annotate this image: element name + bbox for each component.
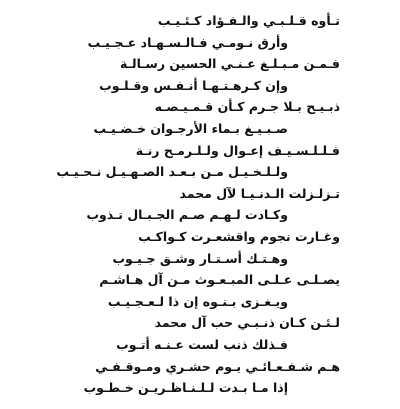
poem-line: وهـتـك أسـتـار وشـق جـيـوب bbox=[112, 250, 288, 266]
poem-line: ذبـيـح بـلا جـرم كـأن قـمـيـصـه bbox=[154, 99, 340, 115]
poem-line: وكـادت لـهـم صـم الجـبـال تـذوب bbox=[86, 207, 288, 223]
poem-line: ولـلـخـيـل مـن بـعـد الصـهـيـل نـحـيـب bbox=[56, 164, 288, 180]
poem-line: صـبـيـغ بـماء الأرجـوان خـضـيـب bbox=[93, 120, 288, 136]
poem-line: وأرق نـومـي فـالـسـهـاد عـجـيـب bbox=[87, 34, 288, 50]
poem bbox=[0, 10, 400, 399]
poem-line: هـم شـفـعـائـي يـوم حشـري ومـوقـفـي bbox=[95, 358, 340, 374]
poem-line: ويـغـزى بـنـوه إن ذا لـعـجـيـب bbox=[107, 293, 288, 309]
poem-line: إذا مـا بـدت لـلـنـاظـريـن خـطـوب bbox=[83, 380, 288, 396]
poem-line: تـأوه قـلـبـي والـفـؤاد كـئـيـب bbox=[157, 13, 340, 28]
poem-line: وإن كـرهـتـهـا أنـفـس وقـلـوب bbox=[99, 77, 288, 93]
poem-line: تـزلـزلت الـدنـيـا لآل محمد bbox=[179, 185, 340, 201]
poem-line: فـمـن مـبـلـغ عـنـي الحسين رسـالـة bbox=[120, 56, 340, 72]
poem-line: فـلـلـسـيـف إعـوال ولـلـرمـح رنـة bbox=[135, 142, 340, 158]
poem-line: فـذلك ذنب لست عـنـه أتـوب bbox=[116, 336, 288, 352]
poem-line: يصـلـى عـلـى المبـعـوث مـن آل هـاشـم bbox=[99, 272, 340, 288]
poem-line: لـئـن كـان ذنـبـي حب آل محمد bbox=[154, 315, 340, 331]
poem-line: وغـارت نجوم واقشعـرت كـواكـب bbox=[138, 228, 340, 244]
